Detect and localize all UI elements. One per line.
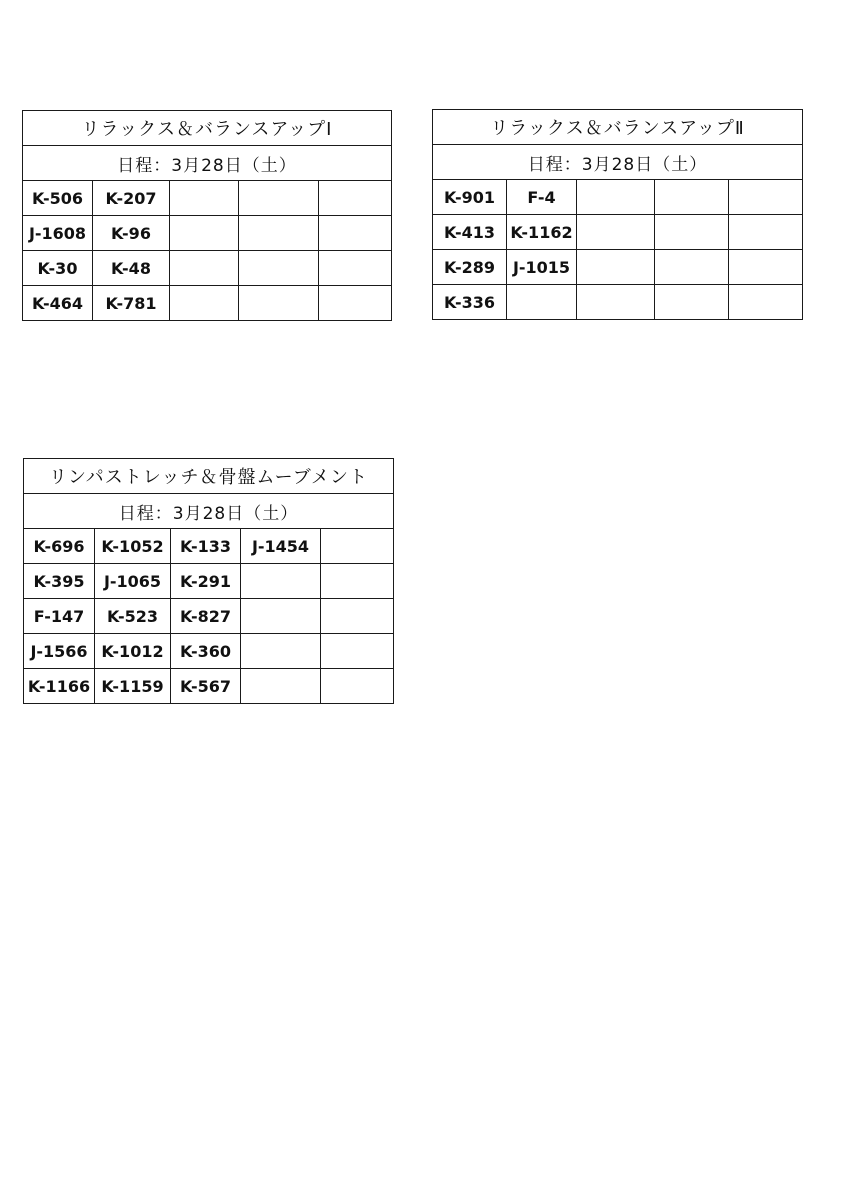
- table-cell: K-464: [23, 286, 93, 321]
- table-cell: [577, 180, 655, 215]
- table-row: [24, 529, 394, 564]
- table-cell: K-567: [171, 669, 241, 704]
- table-cell: J-1454: [241, 529, 321, 564]
- table-cell: F-147: [24, 599, 95, 634]
- table-row: [24, 564, 394, 599]
- table-cell: [239, 216, 319, 251]
- table-cell: [321, 669, 394, 704]
- table-cell: [241, 564, 321, 599]
- table-date: 日程：3月28日（土）: [24, 494, 394, 529]
- table-cell: K-289: [433, 250, 507, 285]
- table-cell: [321, 599, 394, 634]
- table-title: リラックス＆バランスアップⅡ: [433, 110, 803, 145]
- table-cell: J-1608: [23, 216, 93, 251]
- table-cell: K-1162: [507, 215, 577, 250]
- table-cell: K-827: [171, 599, 241, 634]
- table-cell: [577, 250, 655, 285]
- table-cell: K-1166: [24, 669, 95, 704]
- table-cell: [170, 286, 239, 321]
- table-cell: J-1015: [507, 250, 577, 285]
- table-cell: [655, 180, 729, 215]
- table-cell: K-1012: [95, 634, 171, 669]
- table-title: リンパストレッチ＆骨盤ムーブメント: [24, 459, 394, 494]
- table-cell: [241, 669, 321, 704]
- table-cell: K-96: [93, 216, 170, 251]
- table-cell: [170, 181, 239, 216]
- table-row: [23, 181, 392, 216]
- table-cell: [239, 286, 319, 321]
- table-cell: K-413: [433, 215, 507, 250]
- table-row: [433, 285, 803, 320]
- table-date: 日程：3月28日（土）: [23, 146, 392, 181]
- table-row: [433, 215, 803, 250]
- table-row: [24, 599, 394, 634]
- table-cell: [321, 564, 394, 599]
- table-cell: K-696: [24, 529, 95, 564]
- table-cell: [729, 250, 803, 285]
- table-row: [24, 634, 394, 669]
- table-cell: K-30: [23, 251, 93, 286]
- table-cell: K-1159: [95, 669, 171, 704]
- table-cell: K-901: [433, 180, 507, 215]
- table-cell: [170, 216, 239, 251]
- table-cell: [319, 251, 392, 286]
- table-cell: [577, 215, 655, 250]
- table-cell: [321, 634, 394, 669]
- table-cell: [507, 285, 577, 320]
- table-cell: K-360: [171, 634, 241, 669]
- table-cell: [577, 285, 655, 320]
- table-cell: J-1566: [24, 634, 95, 669]
- table-cell: [319, 216, 392, 251]
- table-row: [24, 669, 394, 704]
- table-cell: K-506: [23, 181, 93, 216]
- class-table-relax-balance-1: [22, 110, 392, 321]
- table-cell: [239, 251, 319, 286]
- class-table-lymph-stretch: [23, 458, 394, 704]
- table-cell: [239, 181, 319, 216]
- table-cell: K-291: [171, 564, 241, 599]
- table-cell: [241, 599, 321, 634]
- table-cell: K-336: [433, 285, 507, 320]
- table-row: [433, 250, 803, 285]
- table-cell: [655, 215, 729, 250]
- table-cell: K-133: [171, 529, 241, 564]
- table-cell: [241, 634, 321, 669]
- table-cell: [655, 285, 729, 320]
- table-row: [433, 180, 803, 215]
- table-row: [23, 216, 392, 251]
- table-cell: K-207: [93, 181, 170, 216]
- table-cell: K-781: [93, 286, 170, 321]
- table-cell: K-395: [24, 564, 95, 599]
- table-cell: K-48: [93, 251, 170, 286]
- table-cell: [655, 250, 729, 285]
- table-cell: F-4: [507, 180, 577, 215]
- table-row: [23, 286, 392, 321]
- table-cell: [729, 285, 803, 320]
- table-row: [23, 251, 392, 286]
- table-cell: [170, 251, 239, 286]
- table-cell: K-1052: [95, 529, 171, 564]
- table-cell: [729, 215, 803, 250]
- table-cell: [319, 286, 392, 321]
- table-date: 日程：3月28日（土）: [433, 145, 803, 180]
- class-table-relax-balance-2: [432, 109, 803, 320]
- table-cell: K-523: [95, 599, 171, 634]
- table-title: リラックス＆バランスアップⅠ: [23, 111, 392, 146]
- table-cell: [319, 181, 392, 216]
- table-cell: [729, 180, 803, 215]
- table-cell: [321, 529, 394, 564]
- table-cell: J-1065: [95, 564, 171, 599]
